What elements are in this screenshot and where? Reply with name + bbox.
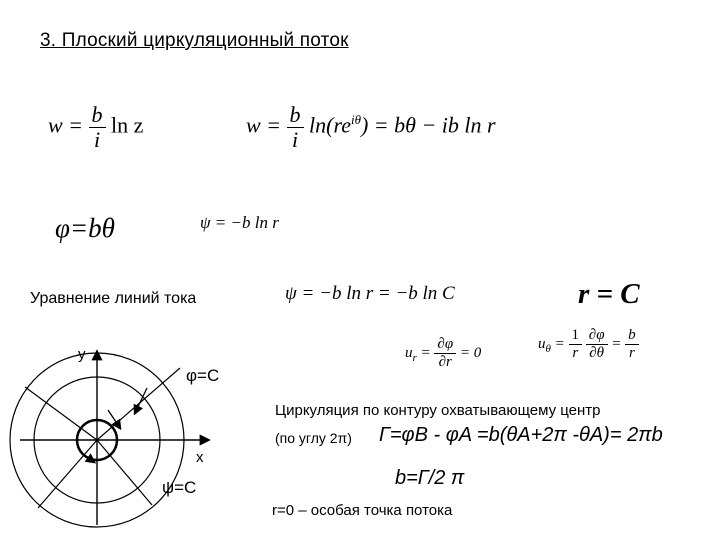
eq7-lhs: u xyxy=(405,344,413,361)
eq2-rhs: ) = bθ − ib ln r xyxy=(360,112,496,138)
equipotential-line-nw xyxy=(25,387,97,440)
page-title: 3. Плоский циркуляционный поток xyxy=(40,30,349,51)
eq2-mid: ln(re xyxy=(309,112,351,138)
x-axis-label: x xyxy=(196,449,204,466)
circulation-equation: Г=φB - φA =b(θA+2π -θA)= 2πb xyxy=(379,424,663,446)
eq8-denominator-2: ∂θ xyxy=(589,345,605,361)
eq7-subscript: r xyxy=(412,351,417,364)
phi-const-label: φ=C xyxy=(186,366,220,385)
equation-phi: φ=bθ xyxy=(55,213,115,243)
equipotential-line-se xyxy=(97,440,152,505)
equation-psi: ψ = −b ln r xyxy=(200,213,279,232)
eq8-denominator-1: r xyxy=(572,345,579,361)
eq8-subscript: θ xyxy=(545,342,551,355)
eq8-numerator-1: 1 xyxy=(569,328,583,345)
eq8-numerator-2: ∂φ xyxy=(586,328,608,345)
circulation-description: Циркуляция по контуру охватывающему центр xyxy=(275,402,601,419)
eq7-numerator: ∂φ xyxy=(434,337,456,354)
circulation-angle-note: (по углу 2π) xyxy=(275,430,352,446)
eq8-eq: = xyxy=(554,335,565,352)
eq7-eq: = xyxy=(420,344,431,361)
b-equation: b=Г/2 π xyxy=(395,467,465,489)
eq2-superscript: iθ xyxy=(350,112,361,128)
equipotential-line-sw xyxy=(38,440,97,508)
stream-lines-label: Уравнение линий тока xyxy=(30,290,197,307)
eq1-denominator: i xyxy=(93,127,101,152)
eq1-numerator: b xyxy=(89,104,106,128)
eq7-denominator: ∂r xyxy=(438,354,452,370)
eq1-lhs: w = xyxy=(48,112,84,138)
eq7-rhs: = 0 xyxy=(459,344,482,361)
eq8-eq2: = xyxy=(611,335,622,352)
eq2-numerator: b xyxy=(287,104,304,128)
singular-point-note: r=0 – особая точка потока xyxy=(272,502,453,519)
equation-r-const: r = C xyxy=(578,278,640,310)
eq8-denominator-3: r xyxy=(628,345,635,361)
psi-const-label: ψ=C xyxy=(162,478,197,497)
y-axis-label: y xyxy=(78,346,86,363)
eq8-numerator-3: b xyxy=(625,328,639,345)
equation-psi-streamline: ψ = −b ln r = −b ln C xyxy=(285,283,455,304)
eq8-lhs: u xyxy=(538,335,546,352)
eq2-lhs: w = xyxy=(246,112,282,138)
eq1-rhs: ln z xyxy=(111,112,144,138)
eq2-denominator: i xyxy=(291,127,299,152)
